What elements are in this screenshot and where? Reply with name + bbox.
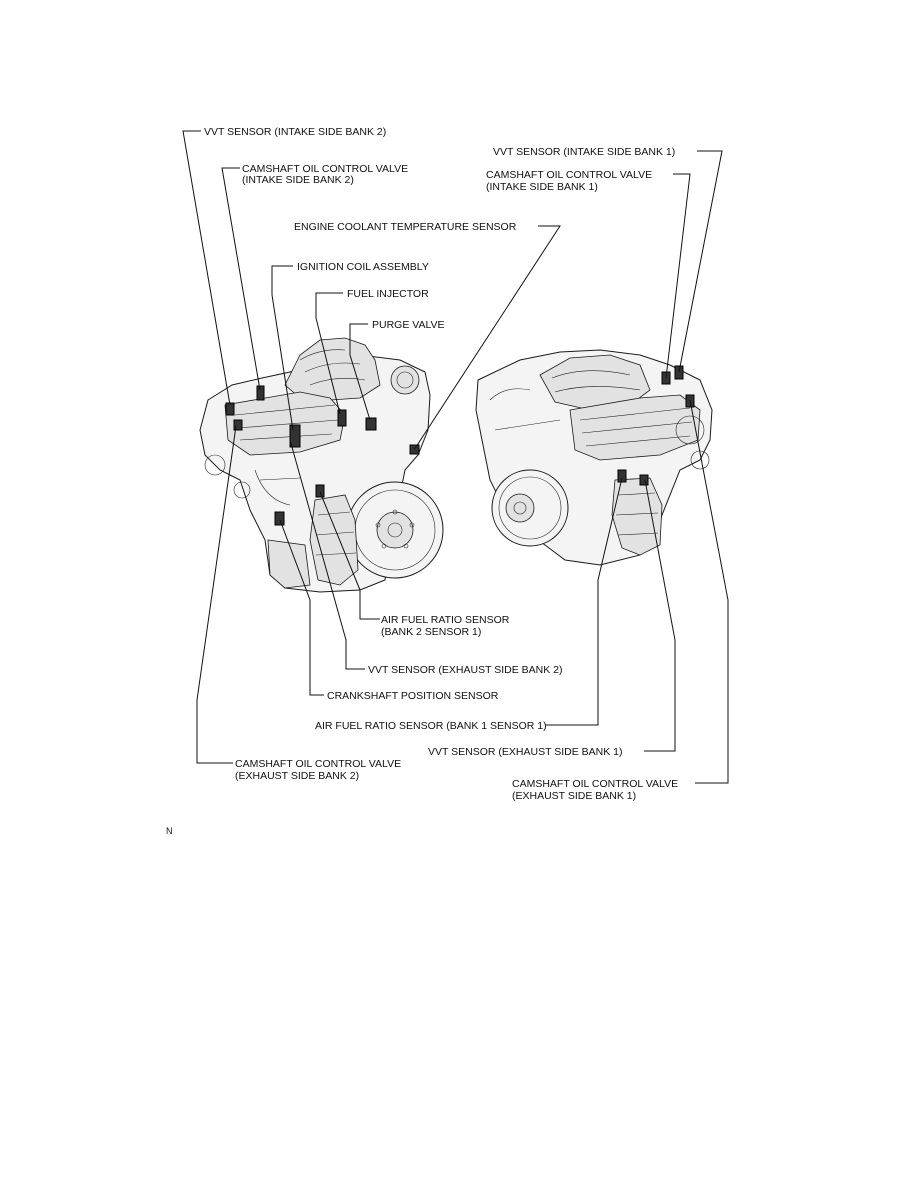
label-ocv-intake-b2-line1: CAMSHAFT OIL CONTROL VALVE [242,163,409,175]
vvt-exhaust-b1-part [640,475,648,485]
label-afr-b2-line1: AIR FUEL RATIO SENSOR [381,614,510,626]
vvt-sensor-intake-b1-part [675,366,683,379]
label-crankshaft-sensor: CRANKSHAFT POSITION SENSOR [327,690,499,702]
purge-valve-part [366,418,376,430]
label-ocv-intake-b2-line2: (INTAKE SIDE BANK 2) [242,174,354,186]
label-afr-b2-line2: (BANK 2 SENSOR 1) [381,626,482,638]
label-ect-sensor: ENGINE COOLANT TEMPERATURE SENSOR [294,221,517,233]
label-fuel-injector: FUEL INJECTOR [347,288,429,300]
label-vvt-exhaust-b2: VVT SENSOR (EXHAUST SIDE BANK 2) [368,664,563,676]
afr-b1-part [618,470,626,482]
label-ignition-coil: IGNITION COIL ASSEMBLY [297,261,429,273]
label-afr-b1: AIR FUEL RATIO SENSOR (BANK 1 SENSOR 1) [315,720,547,732]
crankshaft-sensor-part [275,512,284,525]
label-ocv-exhaust-b1-line2: (EXHAUST SIDE BANK 1) [512,790,637,802]
ocv-intake-b2-part [257,386,264,400]
label-ocv-exhaust-b2-line2: (EXHAUST SIDE BANK 2) [235,770,360,782]
label-vvt-exhaust-b1: VVT SENSOR (EXHAUST SIDE BANK 1) [428,746,623,758]
label-ocv-intake-b1-line2: (INTAKE SIDE BANK 1) [486,181,598,193]
label-purge-valve: PURGE VALVE [372,319,445,331]
label-ocv-intake-b1-line1: CAMSHAFT OIL CONTROL VALVE [486,169,653,181]
afr-b2-part [316,485,324,497]
figure-code: N [166,826,173,836]
right-engine-illustration [476,350,712,565]
label-ocv-exhaust-b2-line1: CAMSHAFT OIL CONTROL VALVE [235,758,402,770]
label-ocv-exhaust-b1-line1: CAMSHAFT OIL CONTROL VALVE [512,778,679,790]
label-vvt-intake-b1: VVT SENSOR (INTAKE SIDE BANK 1) [493,146,676,158]
label-vvt-intake-b2: VVT SENSOR (INTAKE SIDE BANK 2) [204,126,387,138]
